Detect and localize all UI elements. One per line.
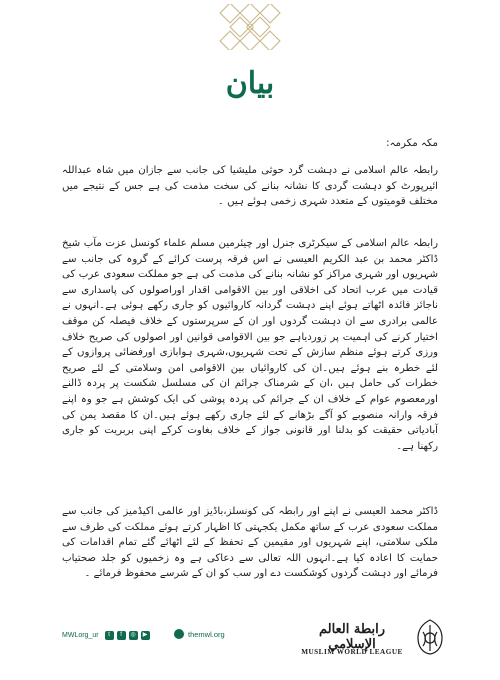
mwl-emblem-icon (414, 618, 446, 656)
footer (0, 612, 500, 680)
social-handle[interactable]: MWLorg_ur (62, 632, 99, 639)
logo-arabic-text: رابطة العالم الإسلامي (318, 622, 386, 652)
statement-title: بیان (225, 66, 275, 101)
mwl-logo (296, 616, 446, 674)
website-link[interactable] (174, 629, 225, 639)
paragraph-1: رابطہ عالم اسلامی نے دہشت گرد حوثی ملیشیا کی جانب سے جازان میں شاہ عبداللہ ائیرپورٹ کو دہشت گردی کا نشانہ بنانے کی سخت مذمت کی ہے جس کے نتیجے میں مختلف قومیتوں کے متعدد شہری زخمی ہوئے ہیں ۔ (62, 165, 438, 208)
dateline-place: مکہ مکرمہ: (386, 138, 438, 149)
facebook-icon[interactable]: f (117, 631, 126, 640)
geometric-ornament-icon (219, 4, 281, 50)
website-url: themwl.org (188, 629, 225, 639)
logo-english-text: MUSLIM WORLD LEAGUE (301, 648, 403, 656)
twitter-icon[interactable]: t (105, 631, 114, 640)
youtube-icon[interactable]: ▶ (141, 631, 150, 640)
paragraph-2: رابطہ عالم اسلامی کے سیکرٹری جنرل اور چیئرمین مسلم علماء کونسل عزت مآب شیخ ڈاکٹر محمد بن عبد الکریم العیسی نے اس فرقہ پرست کرائے کے گروہ کی جانب سے شہریوں اور شہری مراکز کو نشانہ بنانے کی مذمت کی ہے جو مملکت سعودی عرب کی قیادت میں عرب اتحاد کی اخلاقی اور بین الاقوامی اقدار اوراصولوں کی پاسداری سے ناجائز فائدہ اٹھاتے ہوئے اپنے دہشت گردانہ کاروائیوں کو جاری رکھے ہوئی ہے۔انہوں نے عالمی برادری سے ان دہشت گردوں اور ان کے سرپرستوں کے خلاف فیصلہ کن موقف اختیار کرنے کی اہمیت پر زوردیاہے جو بین الاقوامی قوانین اور اصولوں کی صریح خلاف ورزی کرتے ہوئے منظم سازش کے تحت شہریوں،شہری ہوابازی اورفضائی پروازوں کے لئے خطرہ بنے ہوئے ہیں۔ان کی کاروائیاں بین الاقوامی امن وسلامتی کے لئے صریح خطرات کی حامل ہیں ،ان کے شرمناک جرائم ان کی مسلسل شکست پر پردہ ڈالنے اورمعصوم عوام کے خلاف ان کے جرائم کی پردہ پوشی کی ایک کوشش ہے جو وہ اپنے فرقہ وارانہ منصوبے کو آگے بڑھانے کے لئے جاری رکھے ہوئے ہیں۔ان کا مقصد یمن کی آبادیاتی حقیقت کو بدلنا اور قانونی جواز کے خلاف بغاوت کرکے اپنی بربریت کو جاری رکھنا ہے۔ (62, 238, 438, 452)
globe-icon (174, 629, 184, 639)
instagram-icon[interactable]: ◎ (130, 632, 136, 638)
paragraph-3: ڈاکٹر محمد العیسی نے اپنے اور رابطہ کی کونسلز،باڈیز اور عالمی اکیڈمیز کی جانب سے مملکت سعودی عرب کے ساتھ مکمل یکجہتی کا اظہار کرتے ہوئے مملکت کی طرف سے ملکی سلامتی، اپنے شہریوں اور مقیمین کے تحفظ کے لئے اٹھائے گئے تمام اقدامات کی حمایت کا اعادہ کیا ہے۔انہوں اللہ تعالی سے دعاکی ہے وہ زخمیوں کو جلد صحتیاب فرمائے اور دہشت گردوں کوشکست دے اور سب کو ان کے شرسے محفوظ فرمائے ۔ (62, 506, 438, 580)
social-links (62, 631, 150, 640)
